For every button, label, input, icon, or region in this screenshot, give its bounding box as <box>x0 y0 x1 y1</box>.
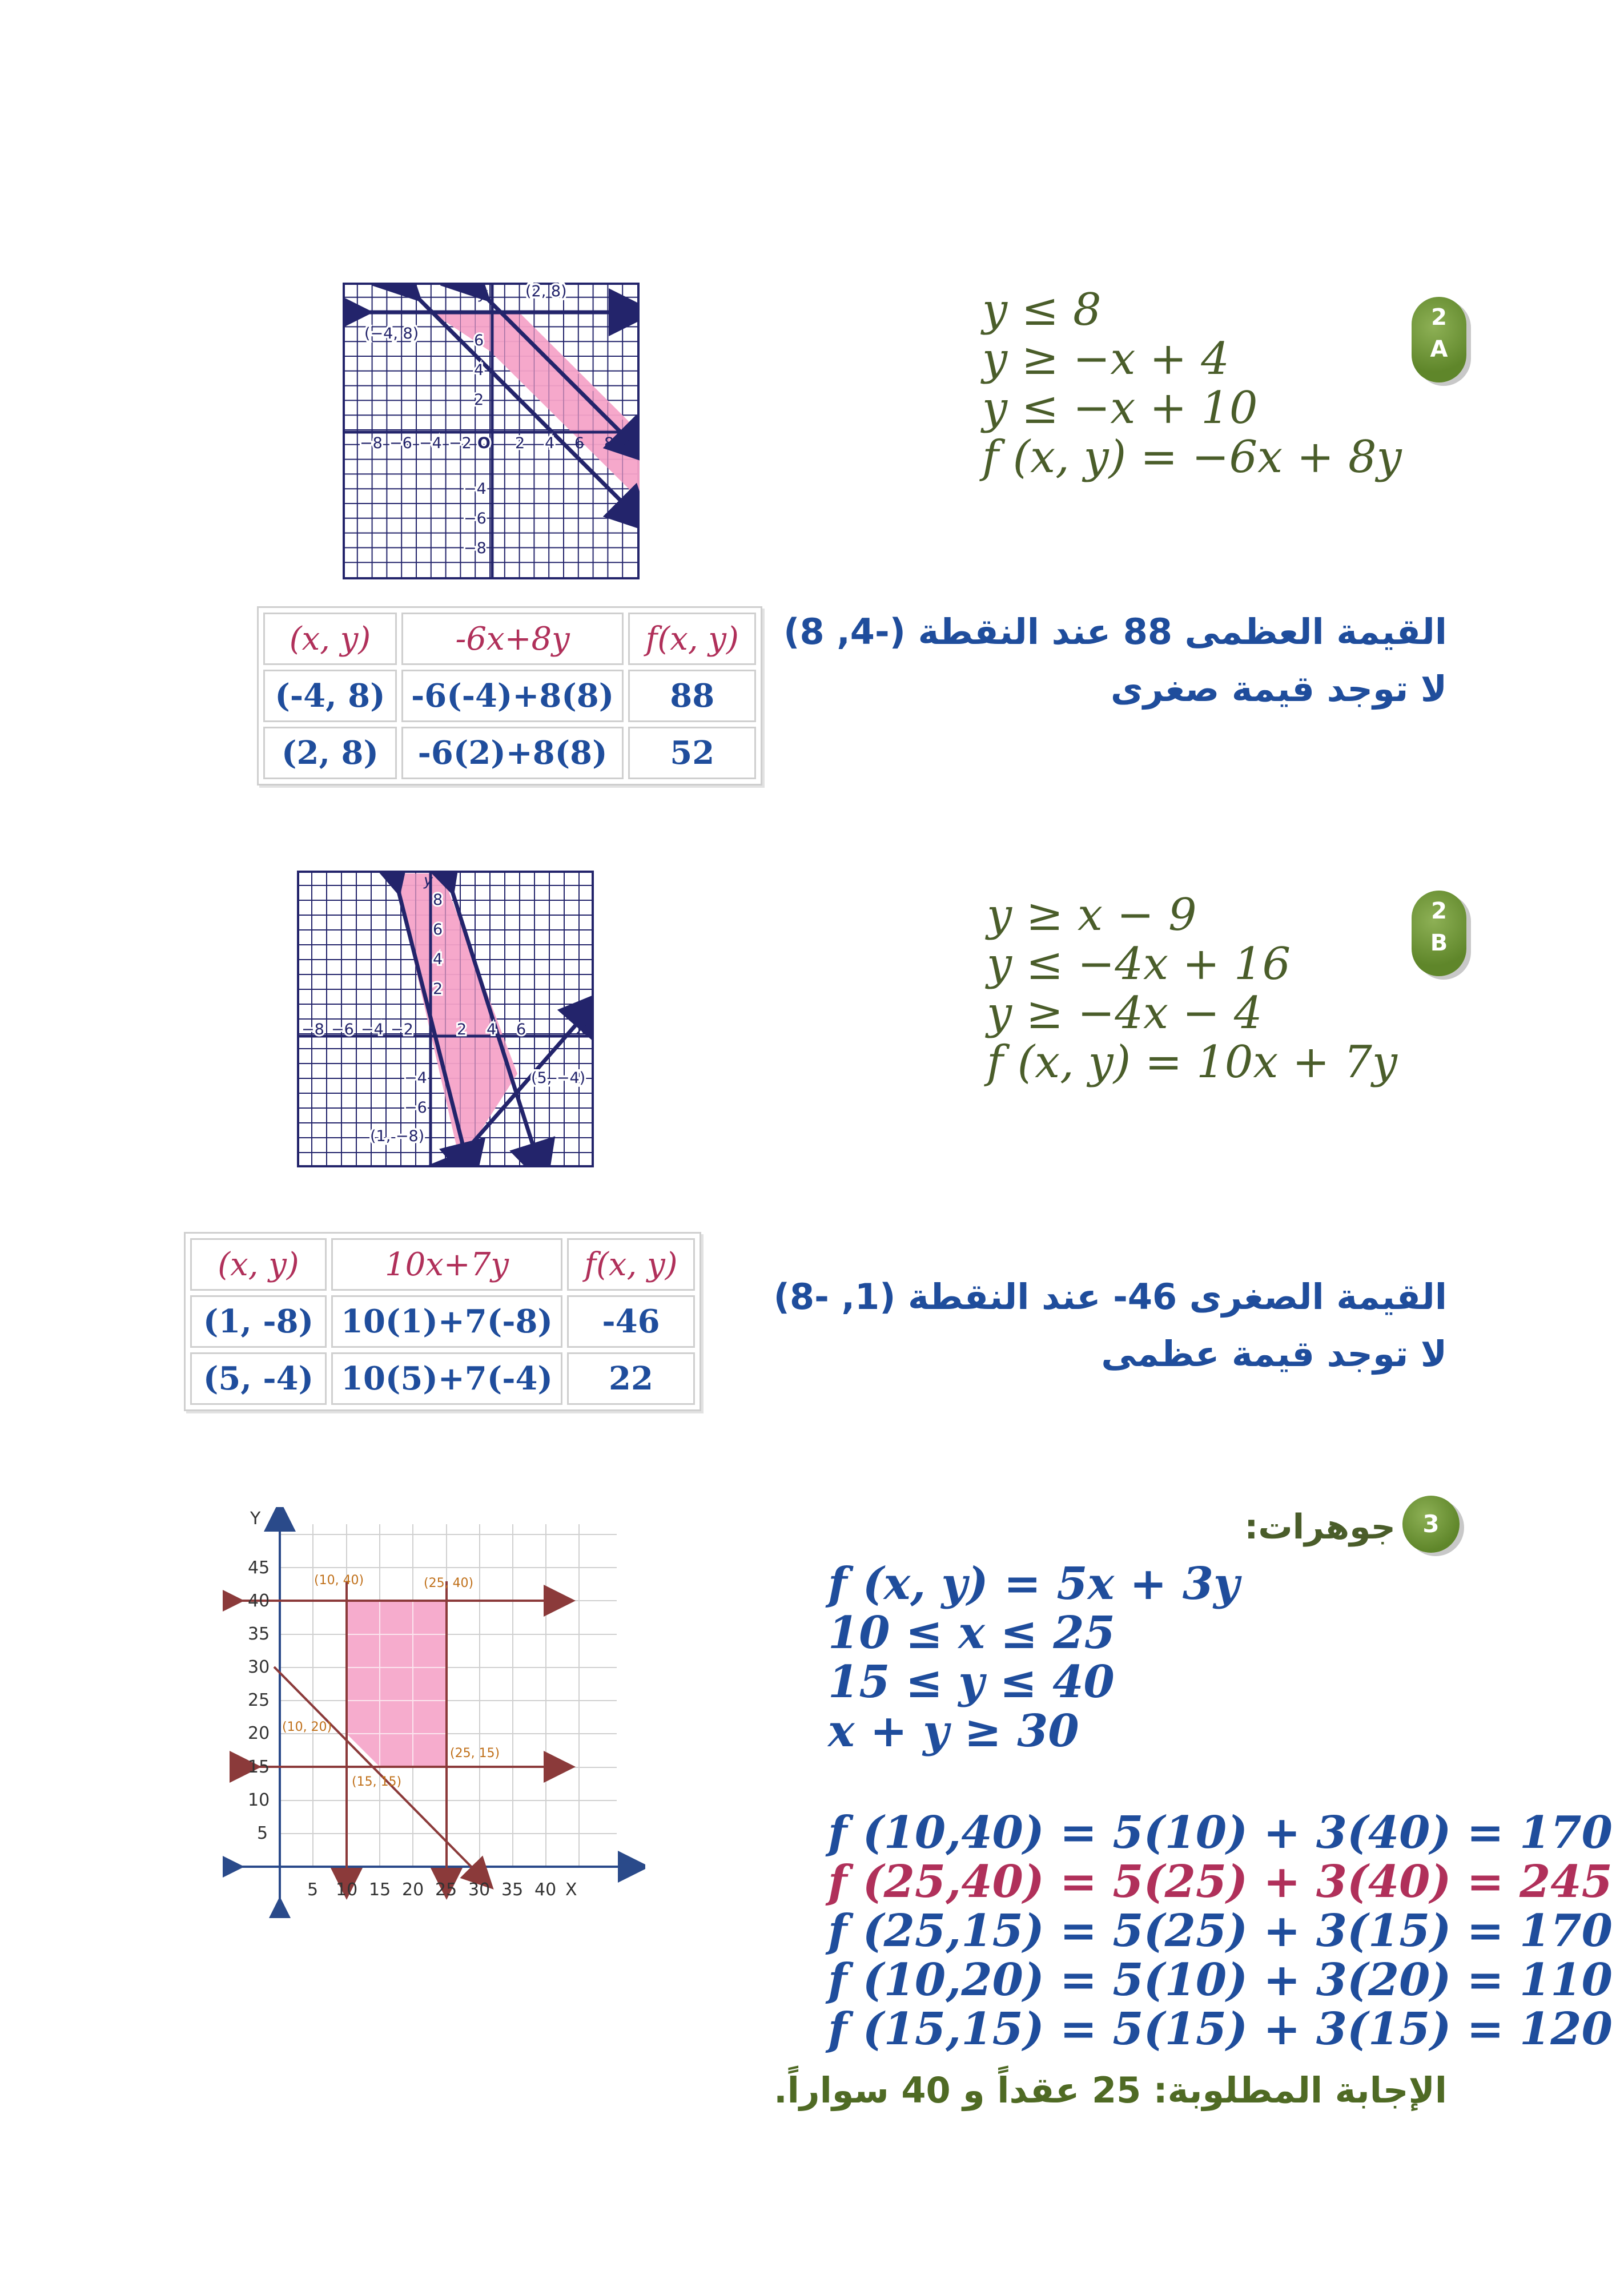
constraints-3 <box>828 1560 1239 1756</box>
tick-label: −6 <box>389 434 412 452</box>
y-tick: 20 <box>248 1723 270 1743</box>
table-cell: (-4, 8) <box>263 670 397 722</box>
table-header: f(x, y) <box>628 613 756 665</box>
y-tick: 45 <box>248 1558 270 1578</box>
result-2b-min: القيمة الصغرى 46- عند النقطة (1, -8) <box>773 1276 1447 1318</box>
constraint-line: 10 ≤ x ≤ 25 <box>828 1607 1115 1659</box>
point-label: (−4, 8) <box>364 325 419 343</box>
objective-function: f (x, y) = 10x + 7y <box>987 1037 1397 1088</box>
table-row <box>190 1295 695 1348</box>
tick-label: −2 <box>391 1021 413 1038</box>
y-tick: 10 <box>248 1790 270 1810</box>
axis-y-label: y <box>479 285 488 303</box>
feasible-region <box>347 1601 447 1767</box>
evaluation-line-max: f (25,40) = 5(25) + 3(40) = 245 <box>828 1856 1613 1908</box>
badge-2b <box>1412 891 1466 976</box>
tick-label: −8 <box>302 1021 324 1038</box>
y-tick: 15 <box>248 1757 270 1777</box>
tick-label: 4 <box>487 1021 497 1038</box>
tick-label: −4 <box>464 480 487 498</box>
table-header: f(x, y) <box>567 1238 695 1291</box>
constraints-2b <box>987 891 1397 1087</box>
table-cell: 10(5)+7(-4) <box>331 1352 562 1405</box>
evaluations-3 <box>828 1808 1613 2054</box>
table-cell: -6(-4)+8(8) <box>401 670 624 722</box>
tick-label: 2 <box>457 1021 467 1038</box>
value-table-2a <box>257 606 762 786</box>
constraint-line: y ≤ 8 <box>982 284 1102 336</box>
origin-label: O <box>477 434 491 452</box>
badge-2a <box>1412 297 1466 382</box>
tick-label: −4 <box>419 434 442 452</box>
table-row <box>263 727 756 779</box>
table-header: 10x+7y <box>331 1238 562 1291</box>
x-tick: 5 <box>307 1880 319 1900</box>
tick-label: 6 <box>474 332 484 349</box>
axis-y-label: y <box>424 872 433 889</box>
axis-y-label: Y <box>250 1509 261 1529</box>
constraint-line: y ≥ −4x − 4 <box>987 988 1263 1039</box>
point-label: (10, 40) <box>314 1573 364 1588</box>
x-tick: 30 <box>468 1880 491 1900</box>
y-tick: 30 <box>248 1657 270 1677</box>
point-label: (25, 15) <box>450 1746 500 1761</box>
constraint-line: y ≤ −4x + 16 <box>987 938 1291 990</box>
x-tick: 40 <box>534 1880 557 1900</box>
table-cell: -46 <box>567 1295 695 1348</box>
tick-label: 2 <box>433 980 443 998</box>
tick-label: 8 <box>433 891 443 909</box>
constraint-line: 15 ≤ y ≤ 40 <box>828 1656 1115 1708</box>
table-header: (x, y) <box>190 1238 327 1291</box>
tick-label: −4 <box>404 1069 427 1087</box>
table-cell: (2, 8) <box>263 727 397 779</box>
point-label: (1, −8) <box>370 1127 425 1145</box>
tick-label: 4 <box>433 950 443 968</box>
table-header: (x, y) <box>263 613 397 665</box>
axis-x-label: x <box>577 1020 586 1037</box>
badge-2b-number: 2 <box>1431 898 1447 924</box>
result-2a-min: لا توجد قيمة صغرى <box>1111 668 1447 710</box>
tick-label: 6 <box>433 921 443 938</box>
x-tick: 35 <box>501 1880 524 1900</box>
table-cell: (5, -4) <box>190 1352 327 1405</box>
tick-label: −6 <box>331 1021 354 1038</box>
x-tick: 25 <box>435 1880 457 1900</box>
evaluation-line: f (15,15) = 5(15) + 3(15) = 120 <box>828 2003 1613 2055</box>
badge-2a-number: 2 <box>1431 304 1447 331</box>
tick-label: −4 <box>361 1021 384 1038</box>
evaluation-line: f (10,20) = 5(10) + 3(20) = 110 <box>828 1954 1613 2006</box>
table-cell: 22 <box>567 1352 695 1405</box>
result-2a-max: القيمة العظمى 88 عند النقطة (-4, 8) <box>783 611 1447 652</box>
tick-label: 4 <box>474 361 484 379</box>
point-label: (2, 8) <box>525 283 567 300</box>
graph-3 <box>223 1507 645 1918</box>
objective-function: f (x, y) = 5x + 3y <box>828 1558 1240 1610</box>
axis-x-label: x <box>622 433 632 451</box>
point-label: (25, 40) <box>424 1576 474 1590</box>
y-tick: 5 <box>257 1823 268 1843</box>
evaluation-line: f (25,15) = 5(25) + 3(15) = 170 <box>828 1905 1613 1957</box>
x-tick: 20 <box>402 1880 424 1900</box>
point-label: (10, 20) <box>282 1720 332 1734</box>
point-label: (15, 15) <box>352 1775 402 1789</box>
tick-label: 8 <box>604 434 614 452</box>
problem-3-title: جوهرات: <box>1244 1507 1396 1547</box>
point-label: (5, −4) <box>531 1069 586 1087</box>
tick-label: −8 <box>360 434 383 452</box>
x-tick: 15 <box>369 1880 391 1900</box>
table-cell: 52 <box>628 727 756 779</box>
constraint-line: y ≤ −x + 10 <box>982 382 1258 434</box>
badge-2b-letter: B <box>1430 930 1448 956</box>
table-cell: 10(1)+7(-8) <box>331 1295 562 1348</box>
tick-label: 6 <box>516 1021 526 1038</box>
table-row <box>190 1352 695 1405</box>
final-answer: الإجابة المطلوبة: 25 عقداً و 40 سواراً. <box>774 2069 1447 2111</box>
table-row <box>263 670 756 722</box>
evaluation-line: f (10,40) = 5(10) + 3(40) = 170 <box>828 1807 1613 1859</box>
constraint-line: y ≥ x − 9 <box>987 889 1197 941</box>
constraint-line: y ≥ −x + 4 <box>982 333 1229 385</box>
tick-label: −8 <box>464 539 487 557</box>
badge-2a-letter: A <box>1430 336 1448 362</box>
constraint-line: x + y ≥ 30 <box>828 1705 1079 1757</box>
result-2b-max: لا توجد قيمة عظمى <box>1101 1333 1447 1375</box>
axis-x-label: X <box>565 1880 577 1900</box>
y-tick: 40 <box>248 1591 270 1611</box>
x-tick: 10 <box>336 1880 358 1900</box>
tick-label: −6 <box>464 510 487 527</box>
objective-function: f (x, y) = −6x + 8y <box>982 432 1402 483</box>
tick-label: −6 <box>404 1099 427 1117</box>
value-table-2b <box>184 1232 701 1411</box>
tick-label: 2 <box>515 434 525 452</box>
y-tick: 25 <box>248 1690 270 1710</box>
tick-label: −2 <box>449 434 472 452</box>
tick-label: 4 <box>545 434 555 452</box>
table-header: -6x+8y <box>401 613 624 665</box>
graph-2a <box>343 283 645 585</box>
table-cell: (1, -8) <box>190 1295 327 1348</box>
constraints-2a <box>982 285 1402 482</box>
table-cell: 88 <box>628 670 756 722</box>
tick-label: 6 <box>574 434 585 452</box>
table-cell: -6(2)+8(8) <box>401 727 624 779</box>
tick-label: 2 <box>474 391 484 409</box>
badge-3: 3 <box>1402 1496 1460 1553</box>
y-tick: 35 <box>248 1624 270 1644</box>
graph-2b <box>297 871 605 1173</box>
